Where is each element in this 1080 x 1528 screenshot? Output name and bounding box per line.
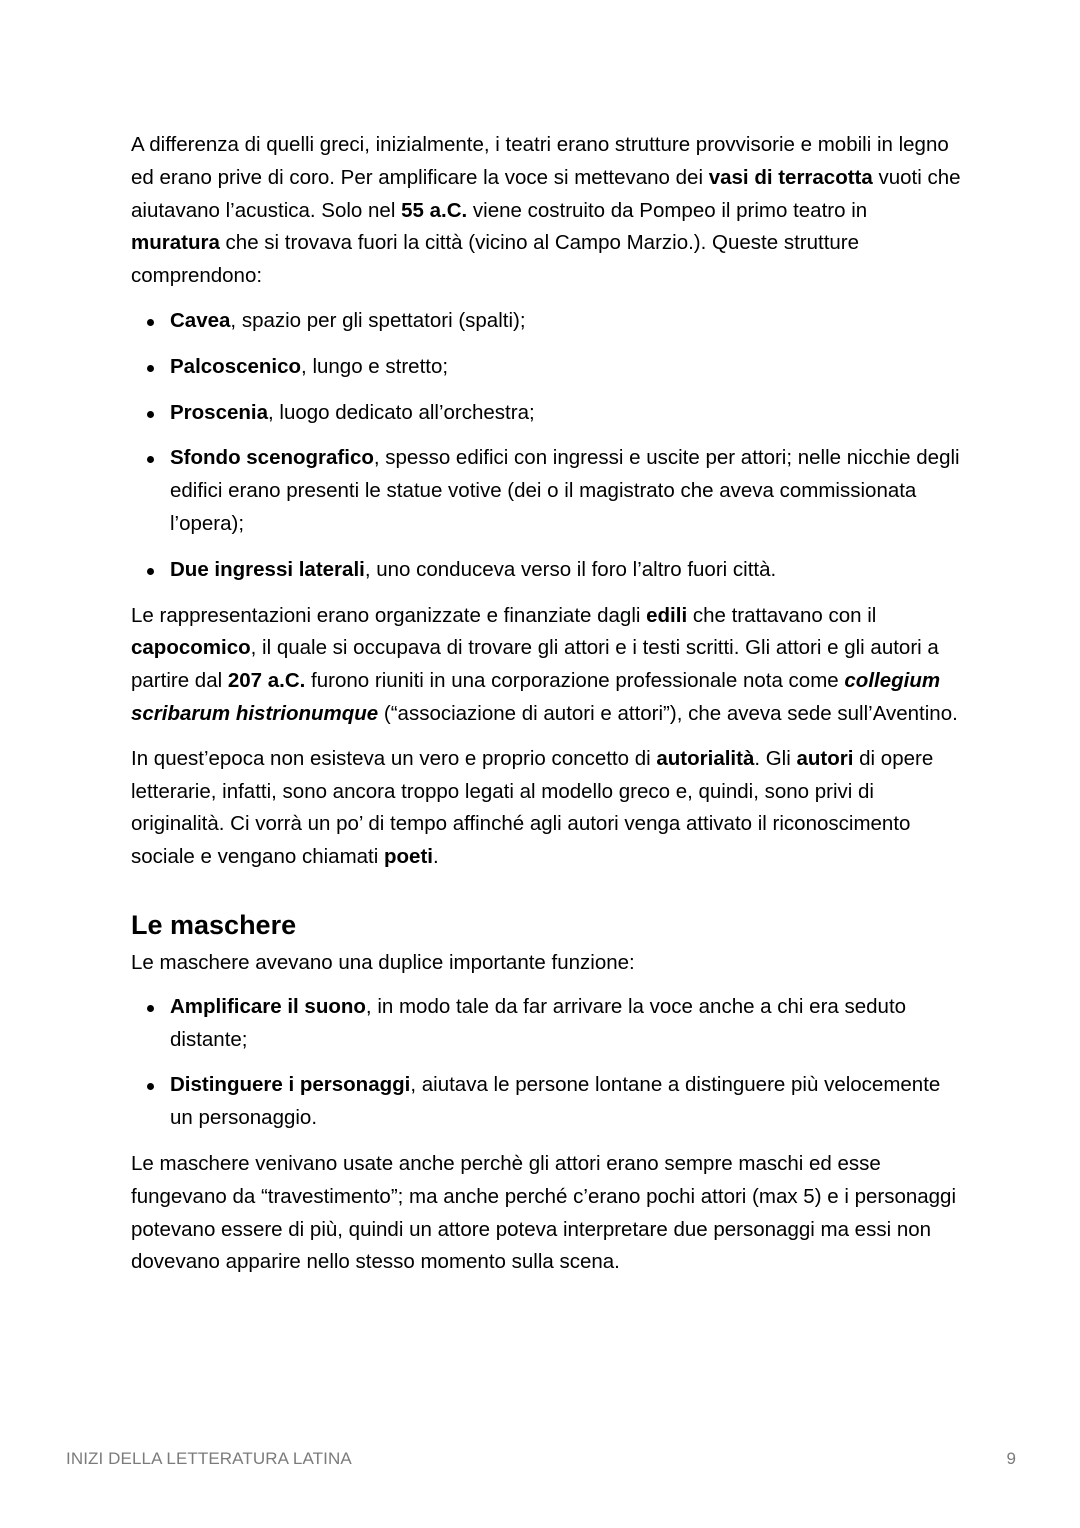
list-item [131,442,961,540]
text-run: (“associazione di autori e attori”), che aveva sede sull’Aventino. [378,701,958,725]
list-item-term: Cavea [170,308,231,332]
paragraph-theatres [131,129,961,293]
list-item-desc: , spazio per gli spettatori (spalti); [230,308,526,332]
text-run: che si trovava fuori la città (vicino al Campo Marzio.). Queste strutture comprendono: [131,231,860,288]
list-item [131,1069,961,1135]
list-item [131,554,961,587]
bold-term: capocomico [131,636,251,660]
list-item-desc: , lungo e stretto; [301,354,449,378]
list-item-desc: , uno conduceva verso il foro l’altro fuori città. [364,557,777,581]
latin-term: collegium scribarum histrionumque [131,669,941,725]
list-item-term: Proscenia [170,400,268,424]
text-run: . Gli [754,746,797,770]
list-item-desc: , in modo tale da far arrivare la voce anche a chi era seduto distante; [170,994,907,1051]
paragraph-performances [131,600,961,731]
bold-term: muratura [131,231,220,255]
section-heading: Le maschere [131,909,297,940]
text-run: . [432,845,439,869]
text-run: vuoti che aiutavano l’acustica. Solo nel [131,165,961,222]
text-run: furono riuniti in una corporazione professionale nota come [305,669,845,693]
list-item-term: Due ingressi laterali [170,557,365,581]
paragraph-masks: Le maschere venivano usate anche perchè gli attori erano sempre maschi ed esse fungevano da “travestimento”; ma anche perché c’erano pochi attori (max 5) e i personaggi potevano essere di più, quindi un attore poteva interpretare due personaggi ma essi non dovevano apparire nello stesso momento sulla scena. [131,1151,957,1274]
page-number: 9 [1006,1449,1016,1468]
bold-term: 55 a.C. [401,198,468,222]
text-run: In quest’epoca non esisteva un vero e proprio concetto di [131,746,657,770]
list-item-term: Sfondo scenografico [170,446,374,470]
list-item [131,351,961,384]
functions-list [131,991,961,1135]
bold-term: poeti [384,845,433,869]
bold-term: autori [796,746,854,770]
text-run: di opere letterarie, infatti, sono ancora troppo legati al modello greco e, quindi, sono privi di originalità. Ci vorrà un po’ di tempo affinché agli autori venga attivato il riconoscimento sociale e vengano chiamati [131,746,934,869]
text-run: viene costruito da Pompeo il primo teatro in [467,198,868,222]
paragraph-authorship [131,743,961,874]
bold-term: autorialità [656,746,755,770]
text-run: che trattavano con il [687,603,877,627]
list-item [131,397,961,430]
list-item [131,991,961,1057]
text-run: , il quale si occupava di trovare gli attori e i testi scritti. Gli attori e gli autori a partire dal [131,636,939,693]
list-item-term: Distinguere i personaggi [170,1073,411,1097]
document-body [131,129,961,1291]
list-item-term: Palcoscenico [170,354,302,378]
bold-term: 207 a.C. [227,669,306,693]
list-item-desc: , spesso edifici con ingressi e uscite per attori; nelle nicchie degli edifici erano presenti le statue votive (dei o il magistrato che aveva commissionata l’opera); [170,446,960,535]
section-intro: Le maschere avevano una duplice importante funzione: [131,950,635,974]
text-run: Le rappresentazioni erano organizzate e finanziate dagli [131,603,647,627]
footer-title: INIZI DELLA LETTERATURA LATINA [66,1449,352,1468]
list-item [131,305,961,338]
bold-term: vasi di terracotta [708,165,873,189]
text-run: A differenza di quelli greci, inizialmente, i teatri erano strutture provvisorie e mobili in legno ed erano prive di coro. Per amplificare la voce si mettevano dei [131,133,949,189]
list-item-term: Amplificare il suono [170,994,366,1018]
list-item-desc: , aiutava le persone lontane a distinguere più velocemente un personaggio. [170,1073,941,1130]
structures-list [131,305,961,587]
bold-term: edili [646,603,688,627]
list-item-desc: , luogo dedicato all’orchestra; [268,400,535,424]
